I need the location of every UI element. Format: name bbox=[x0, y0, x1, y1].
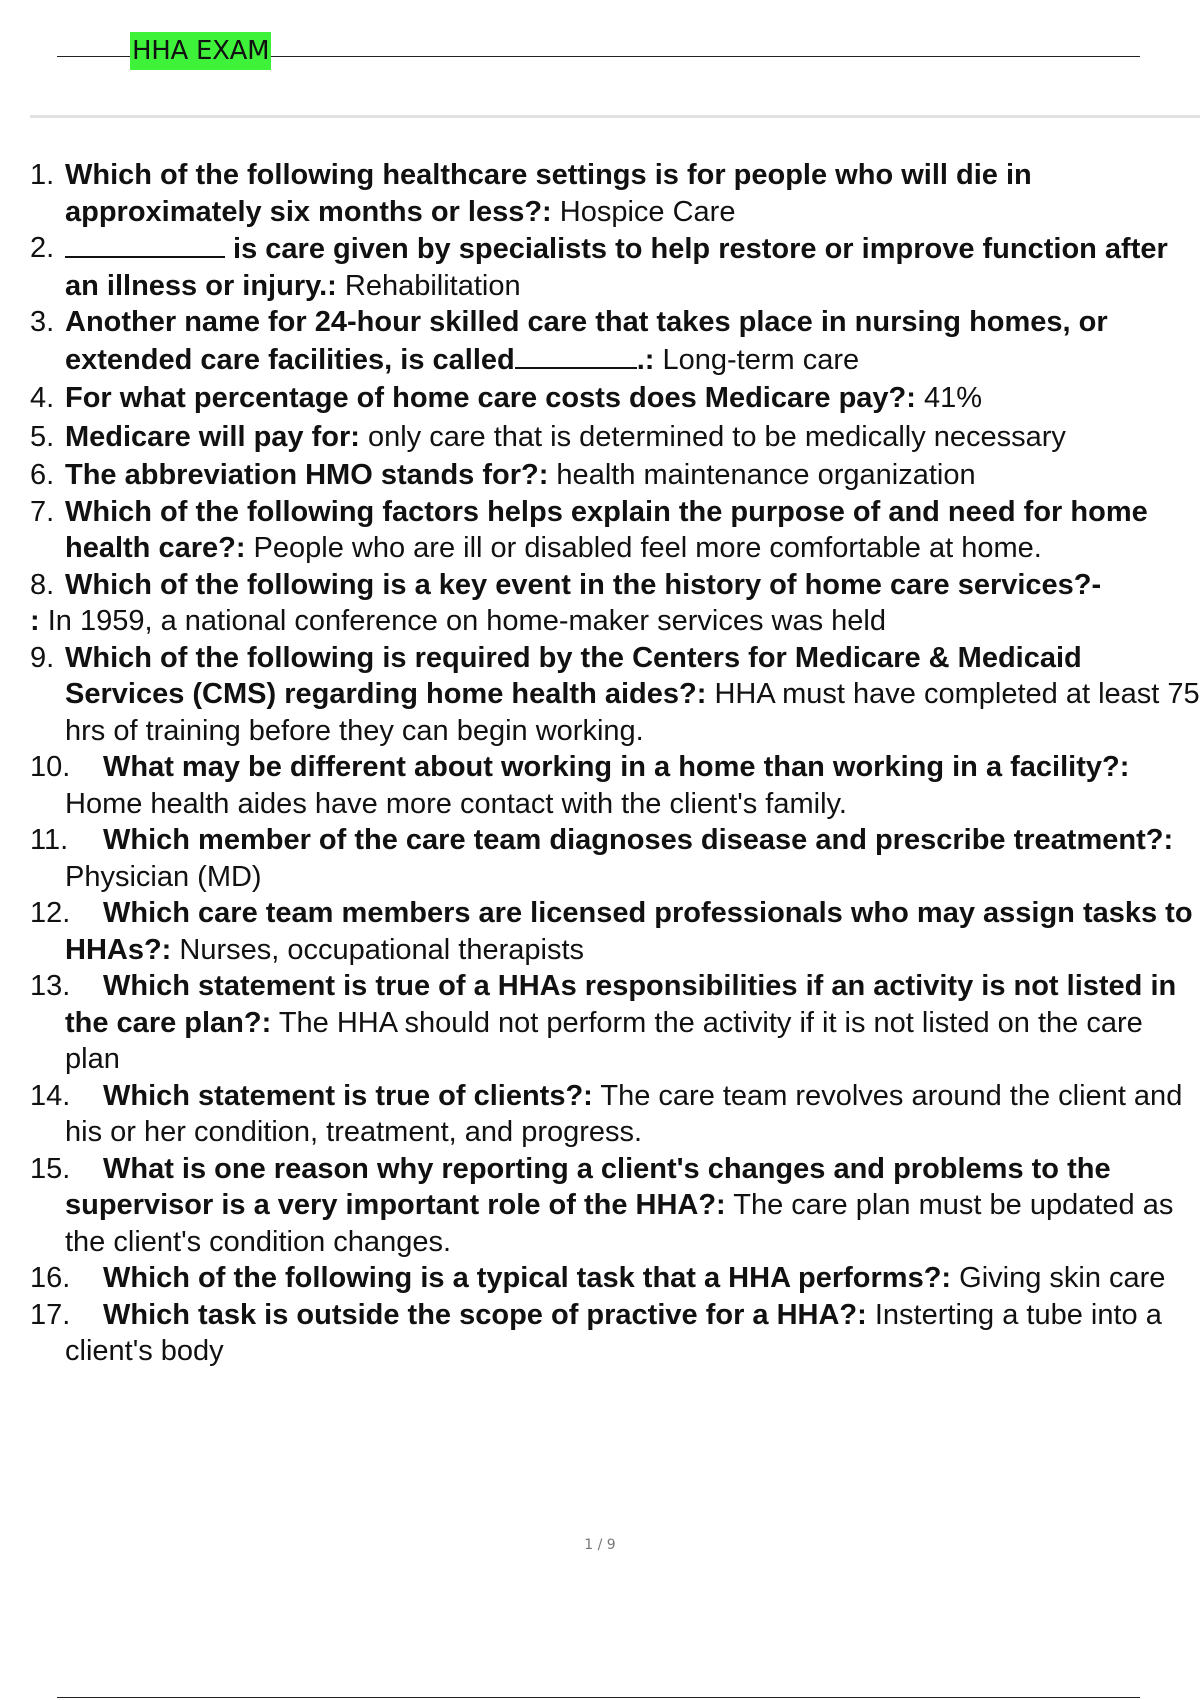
question-item-9 bbox=[30, 640, 1200, 750]
question-item-6 bbox=[30, 457, 1200, 494]
question-item-3 bbox=[30, 304, 1200, 378]
question-text: What may be different about working in a home than working in a facility?: bbox=[103, 751, 1130, 783]
answer-text: The care team revolves around the client and his or her condition, treatment, and progress. bbox=[65, 1079, 1183, 1148]
answer-text: Rehabilitation bbox=[336, 269, 521, 302]
question-number: 5. bbox=[30, 420, 55, 453]
question-item-15 bbox=[30, 1151, 1200, 1261]
question-item-17 bbox=[30, 1297, 1200, 1370]
answer-text: Giving skin care bbox=[951, 1262, 1166, 1294]
answer-text: In 1959, a national conference on home-maker services was held bbox=[39, 605, 886, 637]
question-item-10 bbox=[30, 749, 1200, 822]
question-item-11 bbox=[30, 822, 1200, 895]
question-item-12 bbox=[30, 895, 1200, 968]
question-item-8 bbox=[30, 567, 1200, 604]
answer-prefix: : bbox=[30, 605, 40, 637]
question-number: 8. bbox=[30, 568, 55, 601]
question-number: 7. bbox=[30, 495, 55, 528]
question-item-8-answer bbox=[30, 603, 1200, 640]
question-text: Which of the following is a typical task that a HHA performs?: bbox=[103, 1262, 952, 1294]
document-title: HHA EXAM bbox=[130, 32, 271, 70]
fill-in-blank bbox=[515, 341, 637, 369]
answer-text: People who are ill or disabled feel more comfortable at home. bbox=[245, 532, 1042, 564]
question-number: 4. bbox=[30, 382, 55, 414]
answer-text: only care that is determined to be medically necessary bbox=[359, 420, 1066, 453]
question-item-16 bbox=[30, 1260, 1200, 1297]
question-item-2 bbox=[30, 230, 1200, 304]
answer-text: Nurses, occupational therapists bbox=[171, 933, 584, 966]
question-text: Which of the following healthcare settings is for people who will die in approximately six months or less?: bbox=[65, 159, 1032, 228]
question-text: Which of the following is required by the Centers for Medicare & Medicaid Services (CMS) regarding home health aides?: bbox=[65, 641, 1082, 710]
answer-text: Hospice Care bbox=[551, 195, 736, 228]
question-number: 6. bbox=[30, 459, 55, 491]
question-number: 17. bbox=[30, 1298, 71, 1331]
question-text: Which of the following factors helps explain the purpose of and need for home health care?: bbox=[65, 495, 1148, 564]
question-number: 10. bbox=[30, 751, 71, 783]
answer-text: health maintenance organization bbox=[548, 459, 976, 491]
fill-in-blank bbox=[65, 230, 225, 258]
question-number: 9. bbox=[30, 641, 55, 674]
question-item-1 bbox=[30, 157, 1200, 230]
question-text: Another name for 24-hour skilled care that takes place in nursing homes, or extended care facilities, is called bbox=[65, 306, 1108, 376]
question-text: Which member of the care team diagnoses disease and prescribe treatment?: bbox=[103, 824, 1174, 856]
question-number: 14. bbox=[30, 1079, 71, 1112]
answer-text: Long-term care bbox=[654, 343, 860, 376]
question-text: Which care team members are licensed professionals who may assign tasks to HHAs?: bbox=[65, 897, 1193, 966]
question-item-7 bbox=[30, 494, 1200, 567]
answer-text: The care plan must be updated as the client's condition changes. bbox=[65, 1189, 1174, 1258]
answer-text: Insterting a tube into a client's body bbox=[65, 1298, 1162, 1367]
question-text-end: .: bbox=[636, 343, 655, 376]
question-item-13 bbox=[30, 968, 1200, 1078]
question-text: For what percentage of home care costs does Medicare pay?: bbox=[65, 382, 916, 414]
question-text: Which statement is true of a HHAs responsibilities if an activity is not listed in the care plan?: bbox=[65, 970, 1177, 1039]
answer-text: Physician (MD) bbox=[65, 860, 262, 893]
question-number: 3. bbox=[30, 306, 55, 338]
question-text: Which statement is true of clients?: bbox=[103, 1079, 593, 1112]
question-number: 11. bbox=[30, 824, 69, 856]
question-number: 16. bbox=[30, 1262, 71, 1294]
question-item-4 bbox=[30, 380, 1200, 417]
answer-text: 41% bbox=[915, 382, 983, 414]
question-number: 1. bbox=[30, 159, 55, 191]
footer-rule bbox=[57, 1697, 1140, 1698]
question-text: Which task is outside the scope of practive for a HHA?: bbox=[103, 1298, 867, 1331]
answer-text: The HHA should not perform the activity if it is not listed on the care plan bbox=[65, 1006, 1143, 1075]
question-item-14 bbox=[30, 1078, 1200, 1151]
answer-text: HHA must have completed at least 75 hrs of training before they can begin working. bbox=[65, 678, 1200, 747]
question-list bbox=[30, 157, 1200, 1370]
question-text: The abbreviation HMO stands for?: bbox=[65, 459, 549, 491]
page-number: 1 / 9 bbox=[584, 1537, 616, 1553]
question-number: 12. bbox=[30, 897, 71, 929]
question-number: 2. bbox=[30, 232, 55, 264]
question-number: 15. bbox=[30, 1152, 71, 1185]
question-item-5 bbox=[30, 419, 1200, 456]
question-text: Which of the following is a key event in the history of home care services?- bbox=[65, 568, 1102, 601]
question-text: What is one reason why reporting a client's changes and problems to the supervisor is a very important role of the HHA?: bbox=[65, 1152, 1111, 1221]
answer-text: Home health aides have more contact with the client's family. bbox=[65, 787, 847, 820]
question-text: is care given by specialists to help restore or improve function after an illness or injury.: bbox=[65, 233, 1168, 302]
question-text: Medicare will pay for: bbox=[65, 420, 360, 453]
header-separator bbox=[30, 115, 1200, 118]
question-number: 13. bbox=[30, 970, 71, 1002]
